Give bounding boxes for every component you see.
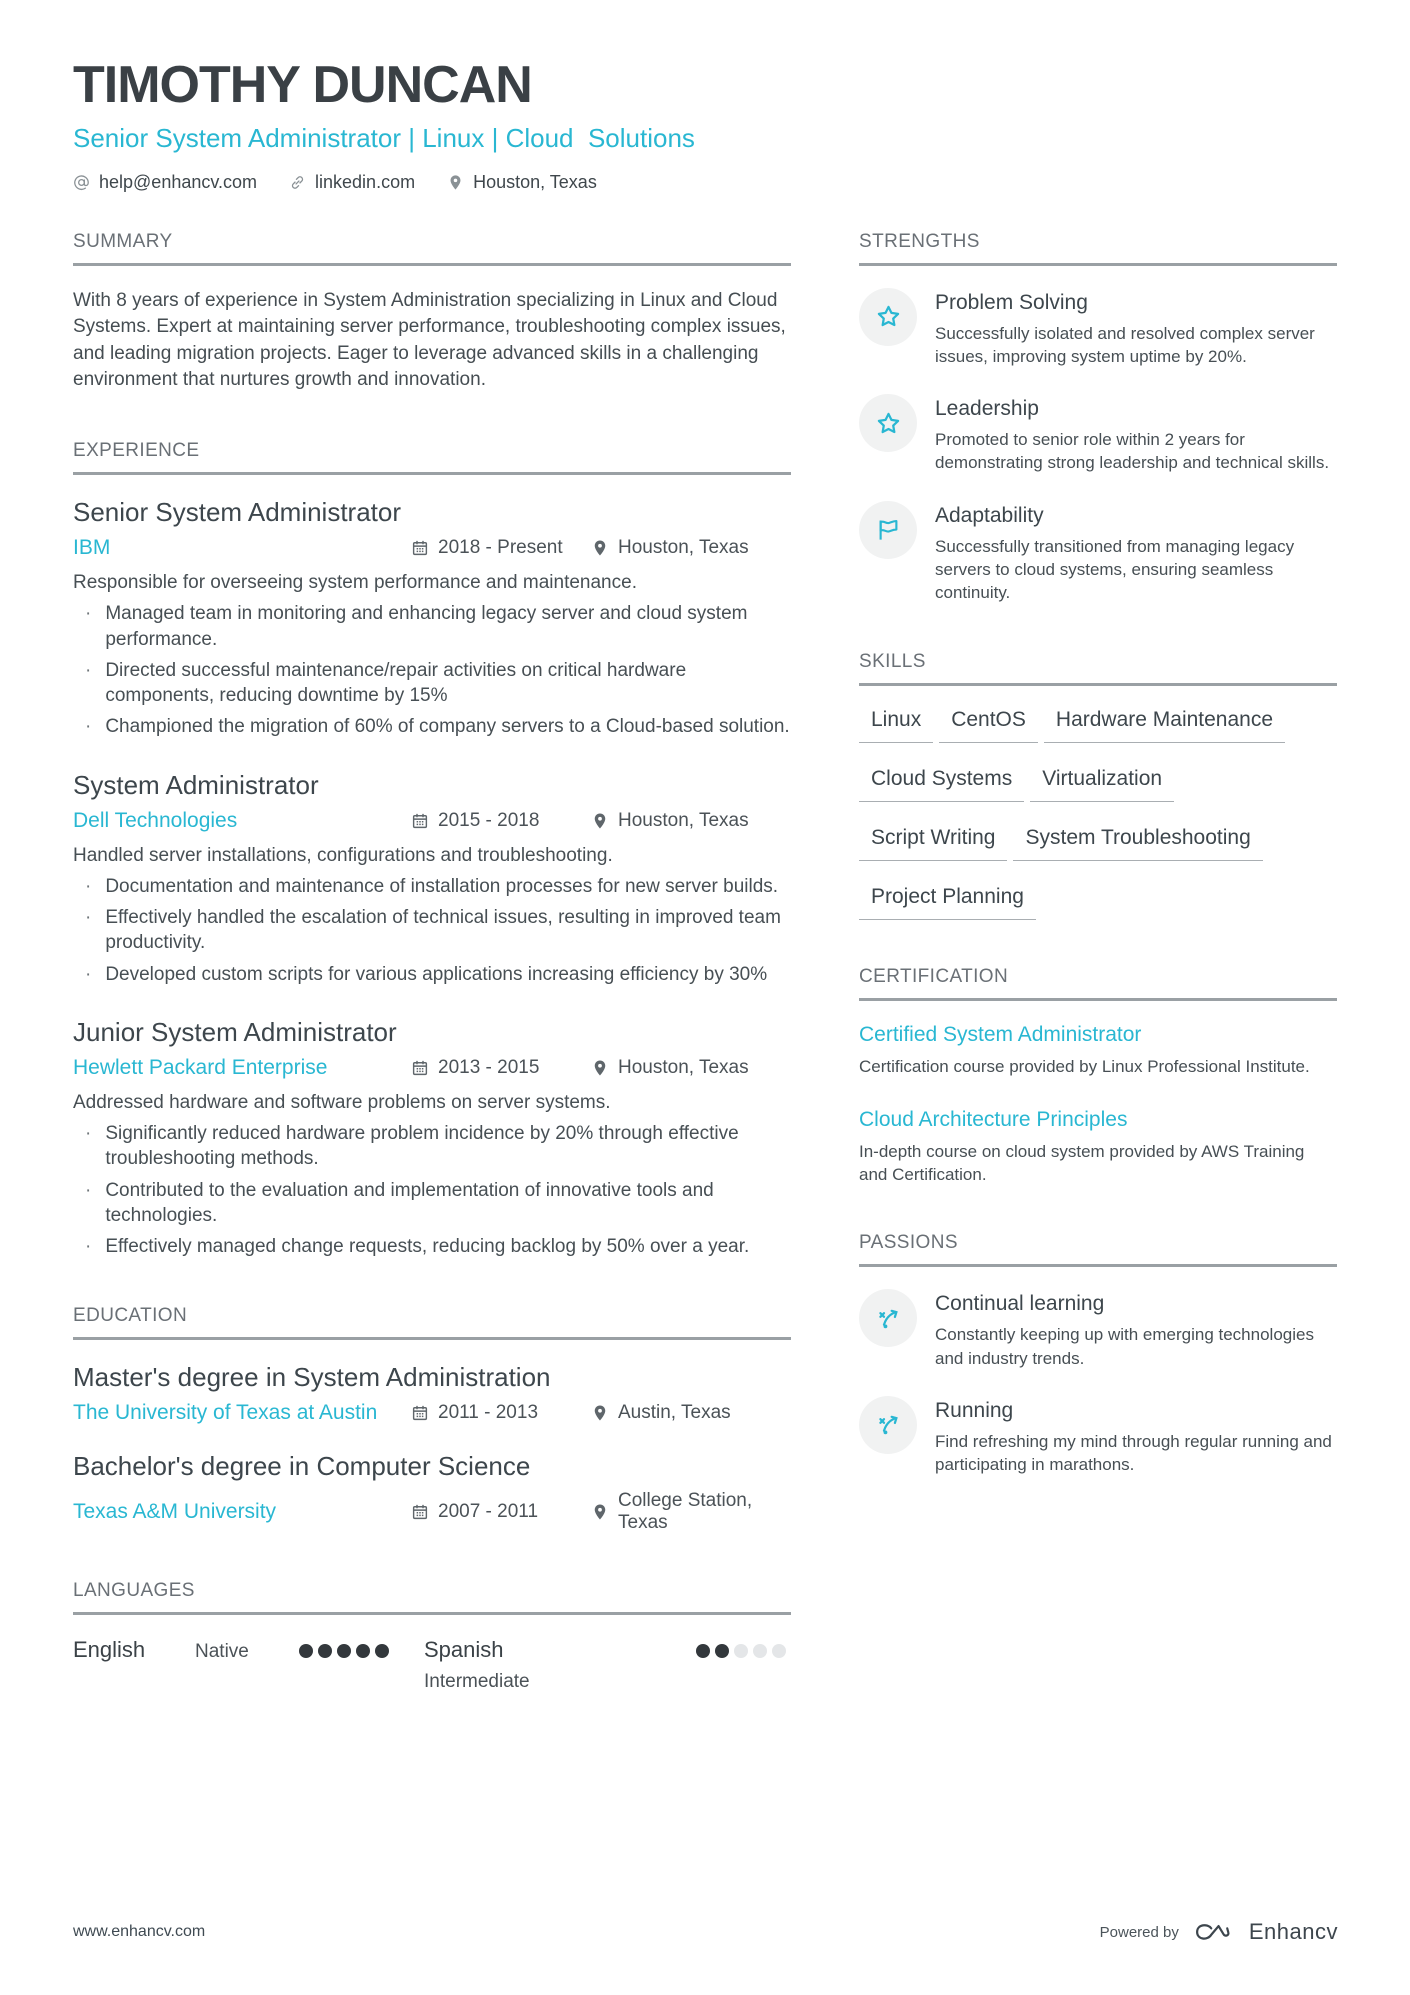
proficiency-dot — [734, 1644, 748, 1658]
section-heading-education: EDUCATION — [73, 1305, 791, 1340]
contact-row — [73, 172, 1337, 193]
pin-icon — [591, 1059, 609, 1077]
pin-icon — [591, 812, 609, 830]
bullet-item — [73, 601, 791, 652]
bullet-list — [73, 874, 791, 987]
language-level: Native — [195, 1641, 249, 1663]
certification-text: Certification course provided by Linux Professional Institute. — [859, 1056, 1310, 1076]
passion-body — [935, 1396, 1337, 1477]
experience-item — [73, 1017, 791, 1260]
skill-item: CentOS — [939, 708, 1038, 743]
degree-title: Bachelor's degree in Computer Science — [73, 1451, 531, 1482]
strength-body — [935, 501, 1337, 605]
degree-dates — [411, 1402, 591, 1424]
degree-location — [591, 1490, 791, 1534]
pin-icon — [447, 174, 464, 191]
job-dates-text: 2013 - 2015 — [438, 1056, 540, 1078]
proficiency-dot — [299, 1644, 313, 1658]
powered-by-link[interactable] — [1100, 1919, 1338, 1945]
job-description: Addressed hardware and software problems on server systems. — [73, 1091, 611, 1113]
section-heading-passions: PASSIONS — [859, 1232, 1337, 1267]
degree-location-text: Austin, Texas — [618, 1402, 731, 1424]
school-name: The University of Texas at Austin — [73, 1401, 378, 1425]
skills-section — [859, 651, 1337, 920]
bullet-item — [73, 1121, 791, 1172]
bullet-marker: · — [85, 716, 92, 738]
section-heading-certification: CERTIFICATION — [859, 966, 1337, 1001]
strength-item — [859, 288, 1337, 369]
contact-item[interactable] — [447, 172, 597, 193]
job-location-text: Houston, Texas — [618, 809, 749, 831]
degree-title: Master's degree in System Administration — [73, 1362, 551, 1393]
contact-item[interactable] — [289, 172, 415, 193]
brand-name: Enhancv — [1248, 1919, 1338, 1944]
strength-title: Problem Solving — [935, 290, 1088, 314]
language-level: Intermediate — [424, 1671, 530, 1693]
passion-item — [859, 1289, 1337, 1370]
bullet-marker: · — [85, 963, 92, 985]
icon-circle — [859, 1396, 917, 1454]
skill-item: Hardware Maintenance — [1044, 708, 1285, 743]
degree-dates-text: 2007 - 2011 — [438, 1501, 539, 1523]
section-heading-skills: SKILLS — [859, 651, 1337, 686]
language-dots — [299, 1644, 389, 1658]
strength-title: Adaptability — [935, 503, 1044, 527]
proficiency-dot — [696, 1644, 710, 1658]
degree-location — [591, 1402, 731, 1424]
star-icon — [875, 410, 902, 437]
bullet-list — [73, 601, 791, 739]
bullet-text: Managed team in monitoring and enhancing legacy server and cloud system performance. — [105, 603, 748, 650]
proficiency-dot — [772, 1644, 786, 1658]
right-column — [859, 231, 1337, 1694]
degree-meta — [73, 1490, 791, 1534]
skill-item: Virtualization — [1030, 767, 1174, 802]
language-name: Spanish — [424, 1637, 504, 1663]
skill-item: Cloud Systems — [859, 767, 1024, 802]
bullet-text: Effectively managed change requests, reducing backlog by 50% over a year. — [105, 1236, 750, 1258]
bullet-text: Championed the migration of 60% of company servers to a Cloud-based solution. — [105, 716, 790, 738]
experience-section — [73, 440, 791, 1260]
passion-title: Running — [935, 1398, 1014, 1422]
content-columns — [73, 231, 1337, 1694]
job-dates — [411, 1057, 591, 1079]
calendar-icon — [411, 539, 429, 557]
bullet-marker: · — [85, 603, 92, 625]
calendar-icon — [411, 1059, 429, 1077]
degree-meta — [73, 1401, 791, 1425]
passion-body — [935, 1289, 1337, 1370]
bullet-text: Directed successful maintenance/repair activities on critical hardware components, reducing downtime by 15% — [105, 659, 687, 707]
section-heading-languages: LANGUAGES — [73, 1580, 791, 1615]
bullet-text: Contributed to the evaluation and implementation of innovative tools and technologies. — [105, 1179, 714, 1226]
job-title: System Administrator — [73, 769, 319, 800]
job-location — [591, 1057, 749, 1079]
job-location — [591, 810, 749, 832]
passion-text: Find refreshing my mind through regular running and participating in marathons. — [935, 1431, 1332, 1475]
bullet-list — [73, 1121, 791, 1259]
calendar-icon — [411, 1404, 429, 1422]
skill-item: Script Writing — [859, 826, 1007, 861]
bullet-text: Documentation and maintenance of installation processes for new server builds. — [105, 875, 779, 897]
left-column — [73, 231, 791, 1694]
job-title: Senior System Administrator — [73, 496, 402, 527]
education-section — [73, 1305, 791, 1534]
certification-title: Cloud Architecture Principles — [859, 1107, 1128, 1131]
star-icon — [875, 303, 902, 330]
proficiency-dot — [356, 1644, 370, 1658]
passion-item — [859, 1396, 1337, 1477]
passions-section — [859, 1232, 1337, 1476]
language-main — [73, 1637, 299, 1663]
contact-text: help@enhancv.com — [99, 171, 258, 192]
language-dots — [696, 1644, 786, 1658]
at-icon — [73, 174, 90, 191]
section-heading-experience: EXPERIENCE — [73, 440, 791, 475]
strengths-section — [859, 231, 1337, 605]
experience-item — [73, 770, 791, 987]
certification-list — [859, 1023, 1337, 1187]
certification-text: In-depth course on cloud system provided by AWS Training and Certification. — [859, 1141, 1305, 1185]
strength-title: Leadership — [935, 397, 1039, 421]
contact-item[interactable] — [73, 172, 257, 193]
languages-section — [73, 1580, 791, 1693]
job-meta — [73, 809, 791, 833]
passion-text: Constantly keeping up with emerging technologies and industry trends. — [935, 1325, 1314, 1368]
bullet-item — [73, 658, 791, 709]
icon-circle — [859, 501, 917, 559]
bullet-marker: · — [85, 907, 92, 929]
skill-item: Project Planning — [859, 885, 1036, 920]
section-heading-summary: SUMMARY — [73, 231, 791, 266]
job-meta — [73, 536, 791, 560]
pin-icon — [591, 1503, 609, 1521]
job-description: Responsible for overseeing system performance and maintenance. — [73, 571, 637, 593]
job-title: Junior System Administrator — [73, 1016, 397, 1047]
strengths-list — [859, 288, 1337, 605]
trajectory-icon — [875, 1411, 902, 1438]
experience-item — [73, 497, 791, 740]
contact-text: linkedin.com — [315, 171, 416, 192]
bullet-text: Significantly reduced hardware problem incidence by 20% through effective troubleshooting methods. — [105, 1123, 739, 1170]
pin-icon — [591, 539, 609, 557]
company-name: IBM — [73, 535, 111, 559]
proficiency-dot — [753, 1644, 767, 1658]
trajectory-icon — [875, 1305, 902, 1332]
company-name: Dell Technologies — [73, 808, 238, 832]
school-name: Texas A&M University — [73, 1500, 277, 1524]
certification-title: Certified System Administrator — [859, 1022, 1142, 1046]
proficiency-dot — [337, 1644, 351, 1658]
bullet-text: Developed custom scripts for various applications increasing efficiency by 30% — [105, 963, 768, 985]
bullet-marker: · — [85, 1236, 92, 1258]
section-heading-strengths: STRENGTHS — [859, 231, 1337, 266]
person-name: TIMOTHY DUNCAN — [73, 56, 532, 114]
experience-list — [73, 497, 791, 1260]
bullet-item — [73, 905, 791, 956]
bullet-marker: · — [85, 1179, 92, 1201]
bullet-marker: · — [85, 875, 92, 897]
bullet-item — [73, 1234, 791, 1259]
proficiency-dot — [715, 1644, 729, 1658]
link-icon — [289, 174, 306, 191]
skills-list — [859, 708, 1289, 920]
bullet-item — [73, 962, 791, 987]
strength-body — [935, 288, 1337, 369]
job-dates — [411, 810, 591, 832]
company-name: Hewlett Packard Enterprise — [73, 1055, 328, 1079]
job-dates-text: 2015 - 2018 — [438, 809, 540, 831]
skill-item: System Troubleshooting — [1013, 826, 1262, 861]
job-location-text: Houston, Texas — [618, 1056, 749, 1078]
passion-title: Continual learning — [935, 1292, 1105, 1316]
enhancv-logo-icon — [1193, 1921, 1235, 1943]
icon-circle — [859, 1289, 917, 1347]
language-main — [424, 1637, 696, 1693]
education-item — [73, 1362, 791, 1425]
bullet-item — [73, 874, 791, 899]
pin-icon — [591, 1404, 609, 1422]
strength-text: Successfully transitioned from managing legacy servers to cloud systems, ensuring seamless continuity. — [935, 536, 1295, 603]
strength-item — [859, 501, 1337, 605]
passions-list — [859, 1289, 1337, 1476]
strength-body — [935, 394, 1337, 475]
calendar-icon — [411, 1503, 429, 1521]
proficiency-dot — [318, 1644, 332, 1658]
degree-dates-text: 2011 - 2013 — [438, 1402, 539, 1424]
bullet-item — [73, 714, 791, 739]
bullet-marker: · — [85, 1123, 92, 1145]
language-name: English — [73, 1637, 146, 1663]
bullet-marker: · — [85, 659, 92, 681]
summary-text: With 8 years of experience in System Administration specializing in Linux and Cloud Systems. Expert at maintaining server performance, troubleshooting complex issues, and leading migration projects. Eager to leverage advanced skills in a challenging environment that nurtures growth and innovation. — [73, 289, 786, 391]
flag-icon — [875, 516, 902, 543]
certification-item — [859, 1023, 1337, 1078]
proficiency-dot — [375, 1644, 389, 1658]
certification-item — [859, 1108, 1337, 1187]
headline: Senior System Administrator | Linux | Cloud Solutions — [73, 122, 695, 153]
icon-circle — [859, 288, 917, 346]
footer — [73, 1919, 1338, 1945]
language-item — [73, 1637, 424, 1693]
education-list — [73, 1362, 791, 1534]
job-location-text: Houston, Texas — [618, 536, 749, 558]
footer-website[interactable]: www.enhancv.com — [73, 1923, 206, 1940]
summary-section — [73, 231, 791, 394]
skill-item: Linux — [859, 708, 933, 743]
strength-text: Successfully isolated and resolved complex server issues, improving system uptime by 20%. — [935, 323, 1315, 366]
bullet-text: Effectively handled the escalation of technical issues, resulting in improved team productivity. — [105, 907, 781, 954]
education-item — [73, 1451, 791, 1534]
job-location — [591, 537, 749, 559]
job-meta — [73, 1056, 791, 1080]
job-dates — [411, 537, 591, 559]
contact-text: Houston, Texas — [473, 171, 597, 192]
bullet-item — [73, 1178, 791, 1229]
header — [73, 58, 1337, 193]
job-dates-text: 2018 - Present — [438, 536, 563, 558]
icon-circle — [859, 394, 917, 452]
degree-location-text: College Station, Texas — [618, 1490, 753, 1534]
language-item — [424, 1637, 786, 1693]
powered-by-label: Powered by — [1099, 1923, 1179, 1941]
certification-section — [859, 966, 1337, 1187]
strength-text: Promoted to senior role within 2 years for demonstrating strong leadership and technical skills. — [935, 430, 1330, 473]
job-description: Handled server installations, configurations and troubleshooting. — [73, 844, 613, 866]
degree-dates — [411, 1501, 591, 1523]
strength-item — [859, 394, 1337, 475]
calendar-icon — [411, 812, 429, 830]
languages-list — [73, 1637, 791, 1693]
